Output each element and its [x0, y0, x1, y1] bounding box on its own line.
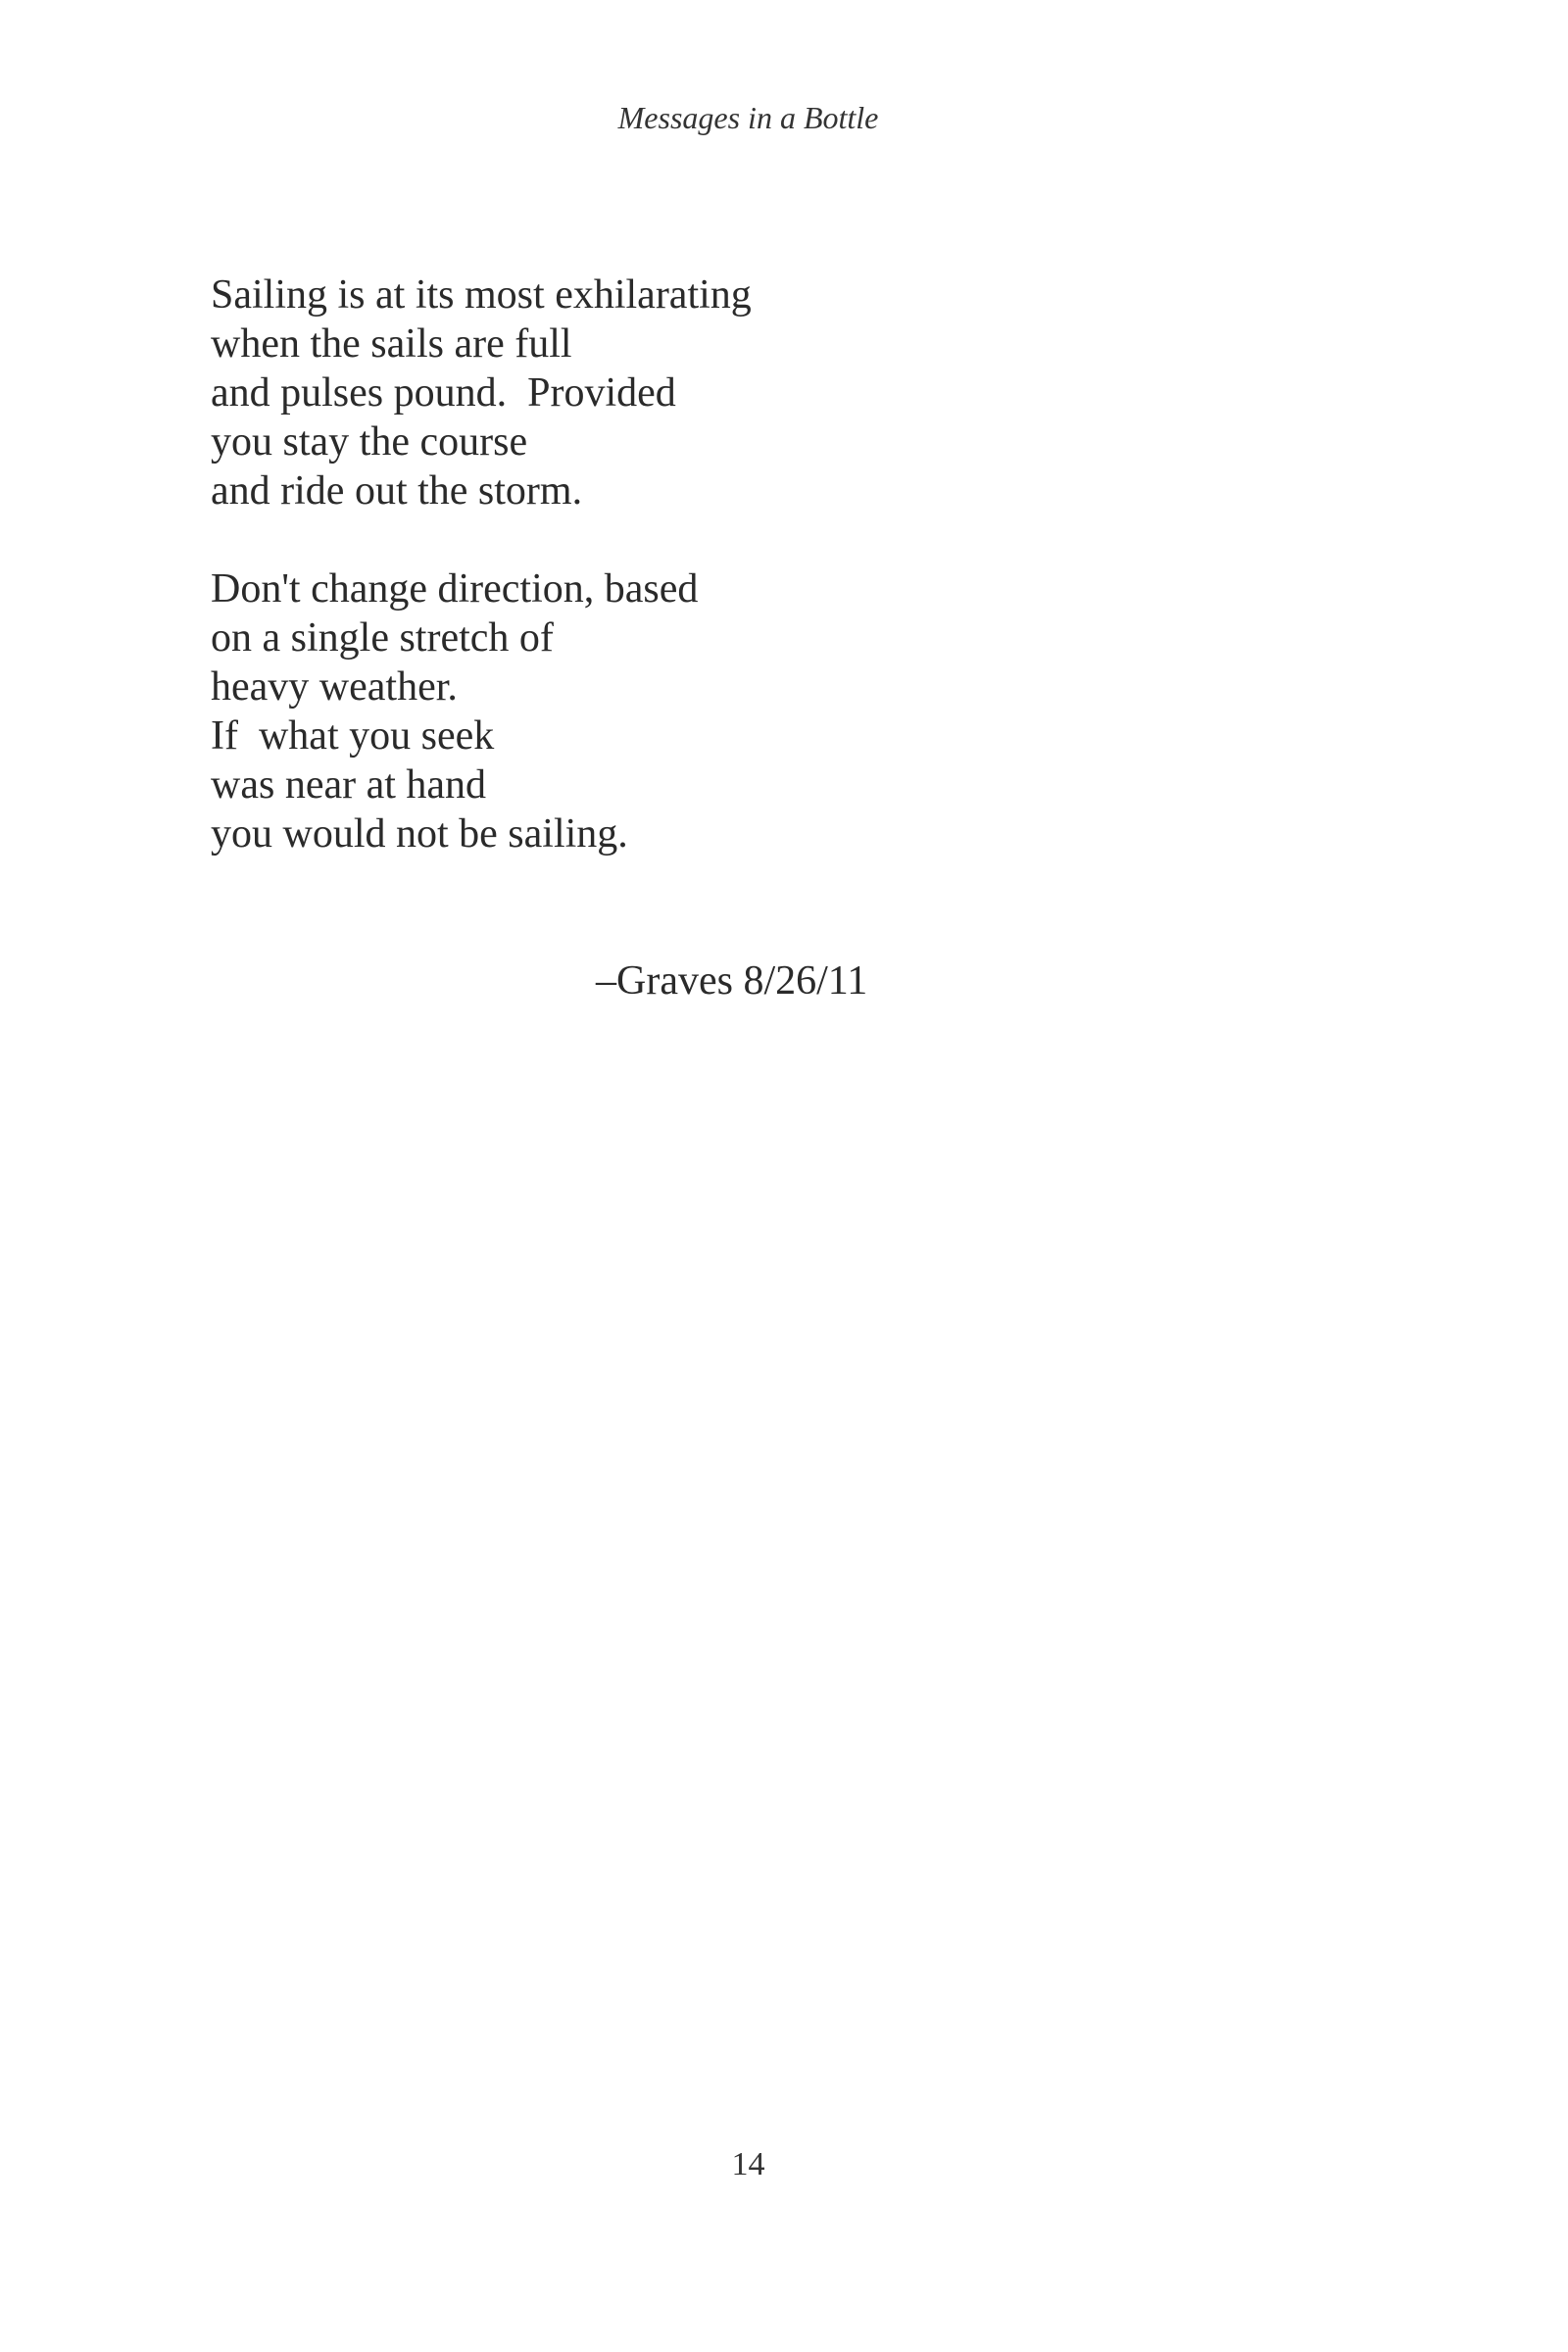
poem-line: and ride out the storm. [211, 468, 583, 514]
poem-line: when the sails are full [211, 321, 572, 367]
poem-line: Sailing is at its most exhilarating [211, 272, 752, 318]
running-head: Messages in a Bottle [617, 100, 879, 135]
poem-line: and pulses pound. Provided [211, 370, 676, 416]
poem-line: heavy weather. [211, 664, 458, 710]
poem-line: If what you seek [211, 713, 495, 759]
stanza-1 [211, 270, 752, 515]
poem-line: Don't change direction, based [211, 566, 699, 612]
poem-signature: –Graves 8/26/11 [596, 958, 868, 1004]
page-number: 14 [731, 2146, 765, 2182]
poem-line: you would not be sailing. [211, 811, 628, 857]
poem-line: you stay the course [211, 419, 528, 465]
poem-line: was near at hand [211, 762, 487, 808]
poem-line: on a single stretch of [211, 615, 554, 661]
poem [211, 270, 752, 907]
stanza-2 [211, 564, 752, 858]
